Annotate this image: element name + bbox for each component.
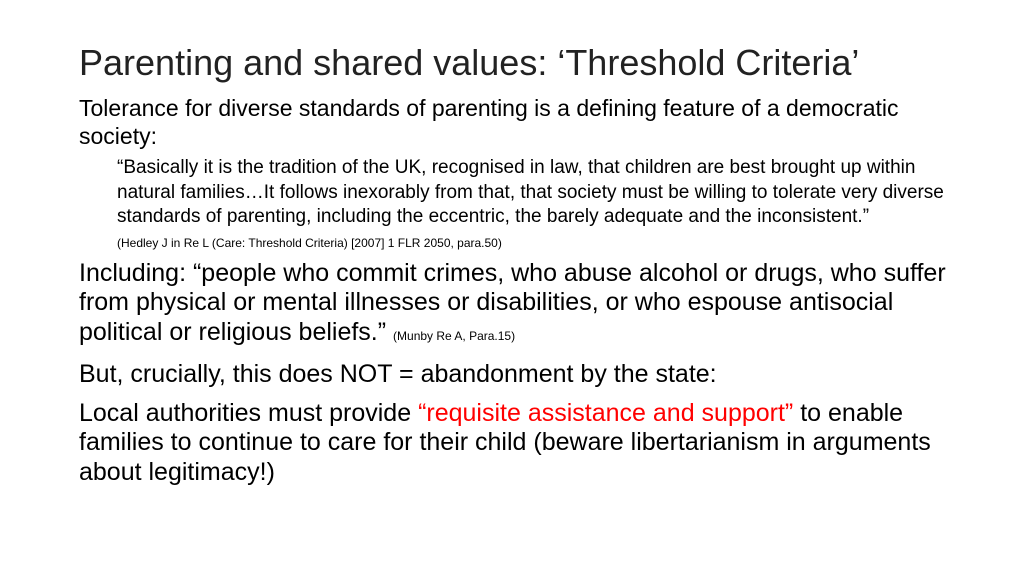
local-authorities-post: to enable families to continue to care for their child (beware libertarianism in arguments about legitimacy!) (79, 398, 931, 486)
including-text: Including: “people who commit crimes, who abuse alcohol or drugs, who suffer from physical or mental illnesses or disabilities, or who espouse antisocial political or religious beliefs.” (79, 258, 946, 346)
slide-title: Parenting and shared values: ‘Threshold Criteria’ (79, 42, 860, 83)
requisite-assistance-highlight: “requisite assistance and support” (418, 398, 794, 427)
hedley-citation: (Hedley J in Re L (Care: Threshold Criteria) [2007] 1 FLR 2050, para.50) (117, 235, 502, 250)
local-authorities-paragraph (79, 399, 959, 488)
slide-body (79, 94, 959, 487)
crucially-paragraph: But, crucially, this does NOT = abandonment by the state: (79, 360, 717, 388)
local-authorities-pre: Local authorities must provide (79, 398, 419, 427)
intro-paragraph: Tolerance for diverse standards of parenting is a defining feature of a democratic society: (79, 95, 899, 149)
munby-citation: (Munby Re A, Para.15) (393, 328, 516, 343)
hedley-quote: “Basically it is the tradition of the UK, recognised in law, that children are best brought up within natural families…It follows inexorably from that, that society must be willing to tolerate very diverse standards of parenting, including the eccentric, the barely adequate and the inconsistent.” (117, 157, 944, 227)
including-paragraph (79, 259, 959, 352)
